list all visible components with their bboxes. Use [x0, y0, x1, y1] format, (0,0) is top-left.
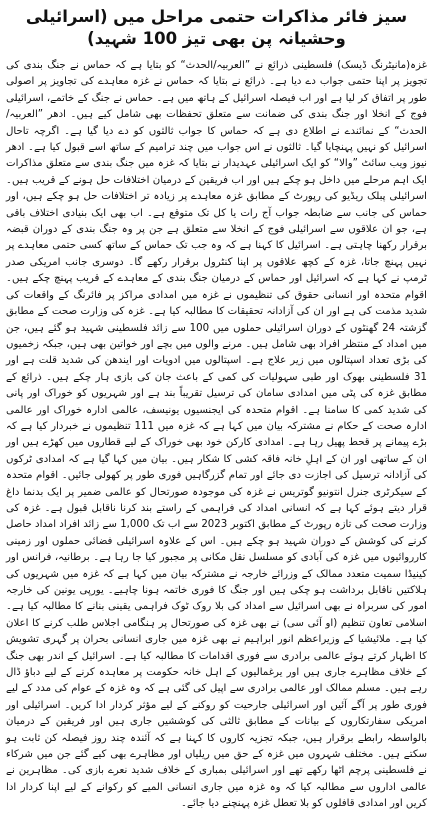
article-body [6, 58, 427, 813]
article-headline: سیز فائر مذاکرات حتمی مراحل میں (اسرائیلی وحشیانہ پن بھی تیز 100 شہید) [25, 7, 408, 48]
article-paragraph: غزہ(مانیٹرنگ ڈیسک) فلسطینی ذرائع نے ”العربیہ/الحدث“ کو بتایا ہے کہ حماس نے جنگ بندی کی تجویز پر اپنا حتمی جواب دے دیا ہے۔ ذرائع نے بتایا کہ حماس نے غزہ معاہدے کی تجاویز پر اصولی طور پر اتفاق کر لیا ہے اور اب فیصلہ اسرائیل کے ہاتھ میں ہے۔ حماس نے جنگ کے خاتمے، اسرائیلی فوج کے انخلا اور جنگ بندی کی ضمانت سے متعلق تحفظات بھی شامل کیے ہیں۔ ادھر ”العربیہ/الحدث“ کے نمائندے نے اطلاع دی ہے کہ حماس کا جواب ثالثوں کو دے دیا گیا ہے۔ اگرچہ تاحال اسرائیل کو نہیں پہنچایا گیا۔ ثالثوں نے اس جواب میں چند ترامیم کے ساتھ اسے قبول کیا ہے۔ ادھر نیوز ویب سائٹ ”والا“ کو ایک اسرائیلی عہدیدار نے بتایا کہ غزہ میں جنگ بندی سے متعلق مذاکرات ایک اہم مرحلے میں داخل ہو چکے ہیں اور اب فریقین کے درمیان اختلافات حل ہونے کے قریب ہیں۔ اسرائیلی پبلک ریڈیو کی رپورٹ کے مطابق غزہ معاہدے پر زیادہ تر اختلافات حل ہو چکے ہیں، اور حماس کی جانب سے ضابطہ جواب آج رات یا کل تک متوقع ہے۔ اب بھی ایک بنیادی اختلاف باقی ہے، جو ان علاقوں سے اسرائیلی فوج کے انخلا سے متعلق ہے جن پر وہ جنگ بندی کے دوران قبضہ برقرار رکھنا چاہتی ہے۔ اسرائیل کا کہنا ہے کہ وہ جب تک حماس کے ساتھ کسی حتمی معاہدے پر نہیں پہنچ جاتا، غزہ کے کچھ علاقوں پر اپنا کنٹرول برقرار رکھے گا۔ دوسری جانب امریکی صدر ٹرمپ نے کہا ہے کہ اسرائیل اور حماس کے درمیان جنگ بندی کے معاہدے کے قریب پہنچ چکے ہیں۔ اقوام متحدہ اور انسانی حقوق کی تنظیموں نے غزہ میں امدادی مراکز پر فائرنگ کے واقعات کی شدید مذمت کی ہے اور ان کی آزادانہ تحقیقات کا مطالبہ کیا ہے۔ غزہ کی وزارت صحت کے مطابق گزشتہ 24 گھنٹوں کے دوران اسرائیلی حملوں میں 100 سے زائد فلسطینی شہید ہو گئے ہیں، جن میں امداد کے منتظر افراد بھی شامل ہیں۔ مرنے والوں میں بچے اور خواتین بھی ہیں، جبکہ زخمیوں کی بڑی تعداد اسپتالوں میں زیر علاج ہے۔ اسپتالوں میں ادویات اور ایندھن کی شدید قلت ہے اور 31 فلسطینی بھوک اور طبی سہولیات کی کمی کے باعث جان کی بازی ہار چکے ہیں۔ ذرائع کے مطابق غزہ کی پٹی میں امدادی سامان کی ترسیل تقریباً بند ہے اور شہریوں کو خوراک اور پانی کی شدید کمی کا سامنا ہے۔ اقوام متحدہ کی ایجنسیوں یونیسف، عالمی ادارہ خوراک اور عالمی ادارہ صحت کے حکام نے مشترکہ بیان میں کہا ہے کہ غزہ میں 111 تنظیموں نے خبردار کیا ہے کہ بڑے پیمانے پر قحط پھیل رہا ہے۔ امدادی کارکن خود بھی خوراک کے لیے قطاروں میں کھڑے ہیں اور ان کے ساتھی اور ان کے اہلِ خانہ فاقہ کشی کا شکار ہیں۔ بیان میں کہا گیا ہے کہ امدادی ٹرکوں کی آزادانہ ترسیل کی اجازت دی جائے اور تمام گزرگاہیں فوری طور پر کھولی جائیں۔ اقوام متحدہ کے سیکرٹری جنرل انتونیو گوتریس نے غزہ کی موجودہ صورتحال کو عالمی ضمیر پر ایک بدنما داغ قرار دیتے ہوئے کہا ہے کہ انسانی امداد کی فراہمی کے راستے بند کرنا ناقابل قبول ہے۔ غزہ کی وزارت صحت کی تازہ رپورٹ کے مطابق اکتوبر 2023 سے اب تک 1,000 سے زائد افراد امداد حاصل کرنے کی کوشش کے دوران شہید ہو چکے ہیں۔ اس کے علاوہ اسرائیلی فضائی حملوں اور زمینی کارروائیوں میں غزہ کی آبادی کو مسلسل نقل مکانی پر مجبور کیا جا رہا ہے۔ برطانیہ، فرانس اور کینیڈا سمیت متعدد ممالک کے وزرائے خارجہ نے مشترکہ بیان میں کہا ہے کہ غزہ میں شہریوں کی ہلاکتیں ناقابل برداشت ہو چکی ہیں اور جنگ کا فوری خاتمہ ہونا چاہیے۔ یورپی یونین کی خارجہ امور کی سربراہ نے بھی اسرائیل سے امداد کی بلا روک ٹوک فراہمی یقینی بنانے کا مطالبہ کیا ہے۔ اسلامی تعاون تنظیم (او آئی سی) نے بھی غزہ کی صورتحال پر ہنگامی اجلاس طلب کرنے کا اعلان کیا ہے۔ ملائیشیا کے وزیراعظم انور ابراہیم نے بھی غزہ میں جاری انسانی بحران پر گہری تشویش کا اظہار کرتے ہوئے عالمی برادری سے فوری اقدامات کا مطالبہ کیا ہے۔ اسرائیل کے اندر بھی جنگ کے خلاف مظاہرے جاری ہیں اور یرغمالیوں کے اہل خانہ حکومت پر معاہدہ کرنے کے لیے دباؤ ڈال رہے ہیں۔ مسلم ممالک اور عالمی برادری سے اپیل کی گئی ہے کہ وہ غزہ کے عوام کی مدد کے لیے فوری طور پر آگے آئیں اور اسرائیلی جارحیت کو روکنے کے لیے مؤثر کردار ادا کریں۔ اسرائیلی اور امریکی سفارتکاروں کے بیانات کے مطابق ثالثی کی کوششیں جاری ہیں اور فریقین کے درمیان بالواسطہ رابطے برقرار ہیں، جبکہ تجزیہ کاروں کا کہنا ہے کہ آئندہ چند روز فیصلہ کن ثابت ہو سکتے ہیں۔ مختلف شہروں میں غزہ کے حق میں ریلیاں اور مظاہرے بھی کیے گئے جن میں شرکاء نے فلسطینی پرچم اٹھا رکھے تھے اور اسرائیلی بمباری کے خلاف شدید نعرے بازی کی۔ مظاہرین نے عالمی اداروں سے مطالبہ کیا کہ وہ غزہ میں جاری انسانی المیے کو رکوانے کے لیے اپنا کردار ادا کریں اور امدادی قافلوں کو بلا تعطل غزہ پہنچنے دیا جائے۔ [6, 60, 427, 810]
